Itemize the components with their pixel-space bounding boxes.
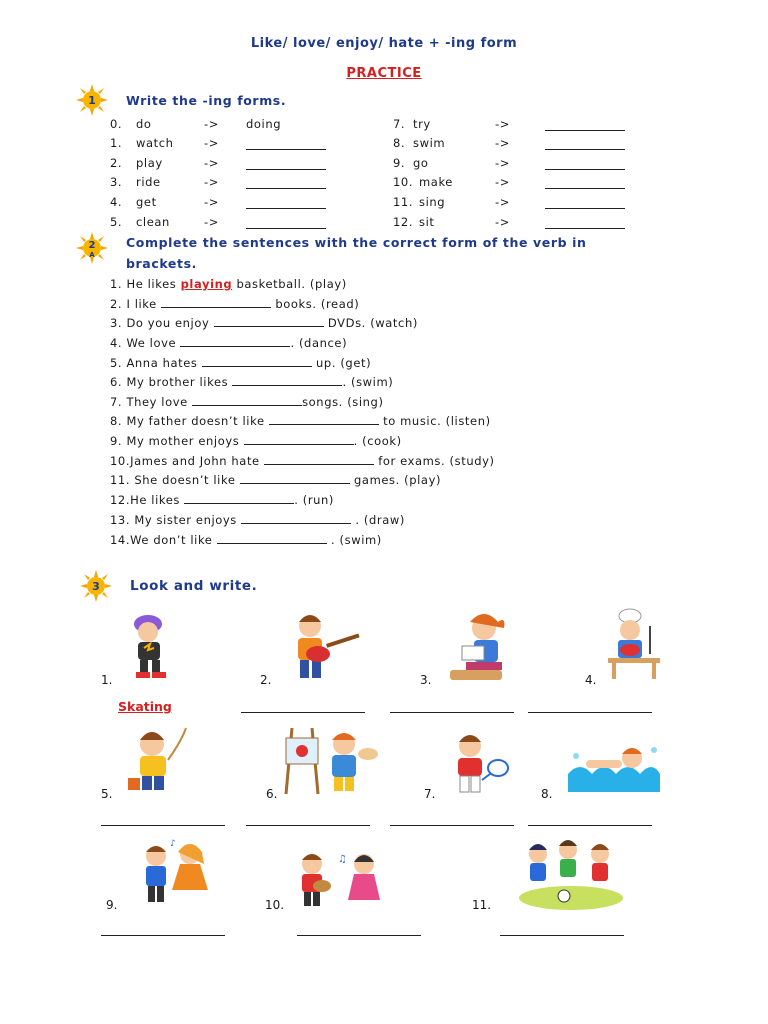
sun-icon <box>76 232 108 264</box>
sentence-row: 4. We love . (dance) <box>110 336 348 350</box>
answer-blank[interactable] <box>545 148 625 150</box>
answer-blank[interactable] <box>264 463 374 465</box>
dancing-kids-icon <box>128 838 218 910</box>
sentence-row: 14.We don’t like . (swim) <box>110 533 382 547</box>
answer-blank[interactable] <box>246 148 326 150</box>
item-number: 4. <box>585 673 597 687</box>
answer-blank[interactable] <box>240 482 350 484</box>
answer-blank[interactable] <box>246 227 326 229</box>
answer-blank[interactable] <box>545 187 625 189</box>
sun-badge-1 <box>76 84 108 120</box>
answer-blank[interactable] <box>241 522 351 524</box>
sun-icon <box>76 84 108 116</box>
badge-number: 3 <box>92 580 100 593</box>
example-answer-skating: Skating <box>118 699 172 714</box>
sentence-row: 12.He likes . (run) <box>110 493 335 507</box>
sentence-row: 10.James and John hate for exams. (study) <box>110 454 495 468</box>
painting-kid-icon <box>282 724 382 798</box>
sentence-row: 8. My father doesn’t like to music. (listen) <box>110 414 491 428</box>
answer-blank[interactable] <box>246 168 326 170</box>
answer-blank[interactable] <box>184 502 294 504</box>
answer-blank[interactable] <box>161 306 271 308</box>
answer-blank[interactable] <box>545 207 625 209</box>
section3-heading: Look and write. <box>130 578 258 594</box>
answer-line[interactable] <box>528 711 652 713</box>
swimming-kid-icon <box>566 738 662 794</box>
answer-line[interactable] <box>101 824 225 826</box>
sentence-row: 13. My sister enjoys . (draw) <box>110 513 405 527</box>
badge-number: 2 <box>88 240 96 251</box>
item-number: 9. <box>106 898 118 912</box>
answer-line[interactable] <box>390 824 514 826</box>
tennis-kid-icon <box>446 730 516 800</box>
answer-blank[interactable] <box>192 404 302 406</box>
answer-blank[interactable] <box>246 207 326 209</box>
football-kids-icon <box>516 838 626 910</box>
answer-line[interactable] <box>297 934 421 936</box>
item-number: 7. <box>424 787 436 801</box>
section2-heading-line1: Complete the sentences with the correct form of the verb in <box>126 235 587 250</box>
answer-blank[interactable] <box>232 384 342 386</box>
sentence-row: 1. He likes playing basketball. (play) <box>110 277 347 291</box>
sun-icon <box>80 570 112 602</box>
answer-line[interactable] <box>246 824 370 826</box>
practice-heading: PRACTICE <box>346 66 422 81</box>
answer-blank[interactable] <box>545 129 625 131</box>
answer-line[interactable] <box>241 711 365 713</box>
sentence-row: 3. Do you enjoy DVDs. (watch) <box>110 316 418 330</box>
svg-text:♫: ♫ <box>338 854 347 865</box>
skating-kid-icon <box>118 608 188 688</box>
answer-line[interactable] <box>390 711 514 713</box>
sun-badge-2 <box>76 232 108 268</box>
answer-blank[interactable] <box>244 443 354 445</box>
badge-sub: A <box>89 251 95 259</box>
answer-blank[interactable] <box>214 325 324 327</box>
example-answer: playing <box>180 277 233 291</box>
svg-text:♪: ♪ <box>170 839 176 849</box>
section1-heading: Write the -ing forms. <box>126 93 287 108</box>
item-number: 10. <box>265 898 285 912</box>
guitar-kid-icon <box>280 610 366 688</box>
sentence-row: 5. Anna hates up. (get) <box>110 356 372 370</box>
sentence-row: 2. I like books. (read) <box>110 297 360 311</box>
answer-line[interactable] <box>500 934 624 936</box>
item-number: 2. <box>260 673 272 687</box>
fishing-kid-icon <box>124 726 194 798</box>
worksheet-title: Like/ love/ enjoy/ hate + -ing form <box>250 36 518 51</box>
answer-blank[interactable] <box>202 365 312 367</box>
answer-blank[interactable] <box>269 423 379 425</box>
answer-blank[interactable] <box>217 542 327 544</box>
sentence-row: 7. They love songs. (sing) <box>110 395 384 409</box>
answer-blank[interactable] <box>545 168 625 170</box>
sentence-row: 6. My brother likes . (swim) <box>110 375 394 389</box>
sun-badge-3 <box>80 570 112 606</box>
sentence-row: 9. My mother enjoys . (cook) <box>110 434 402 448</box>
item-number: 5. <box>101 787 113 801</box>
cooking-kid-icon <box>600 606 670 686</box>
answer-blank[interactable] <box>545 227 625 229</box>
singing-kids-icon <box>290 848 390 910</box>
item-number: 8. <box>541 787 553 801</box>
answer-line[interactable] <box>528 824 652 826</box>
answer-line[interactable] <box>101 934 225 936</box>
section2-heading-line2: brackets. <box>126 256 197 271</box>
answer-blank[interactable] <box>246 187 326 189</box>
item-number: 1. <box>101 673 113 687</box>
answer-blank[interactable] <box>180 345 290 347</box>
item-number: 3. <box>420 673 432 687</box>
item-number: 11. <box>472 898 492 912</box>
badge-number: 1 <box>88 94 96 107</box>
item-number: 6. <box>266 787 278 801</box>
reading-kid-icon <box>440 606 520 688</box>
sentence-row: 11. She doesn’t like games. (play) <box>110 473 442 487</box>
